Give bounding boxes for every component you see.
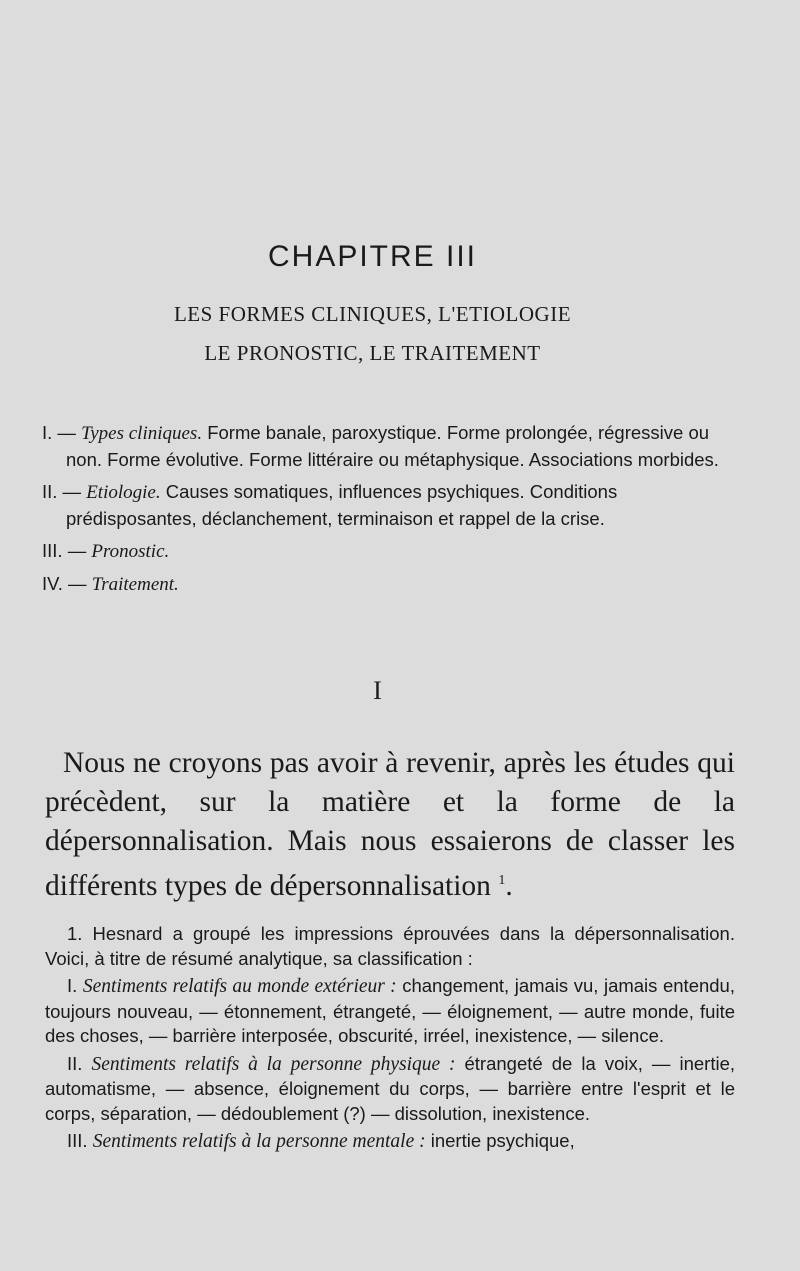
footnote-item-text: changement, jamais vu, jamais entendu, toujours nouveau, — étonnement, étrangeté, — éloignement, — autre monde, fuite des choses, — barrière interposée, obscurité, irréel, inexistence, — silence. (45, 975, 735, 1046)
summary-item (42, 538, 732, 565)
footnote (45, 922, 735, 1158)
footnote-reference: 1 (498, 873, 506, 888)
summary-topic: Types cliniques. (81, 423, 203, 444)
footnote-item-label: Sentiments relatifs à la personne mentale : (92, 1131, 426, 1152)
footnote-item-text: inertie psychique, (425, 1130, 575, 1151)
footnote-item-number: III. (67, 1130, 93, 1151)
body-text: Nous ne croyons pas avoir à revenir, après les études qui précèdent, sur la matière et la forme de la dépersonnalisation. Mais nous essaierons de classer les différents types de dépersonnalisation (45, 747, 735, 902)
chapter-summary (42, 420, 732, 604)
summary-text: Forme banale, paroxystique. Forme prolongée, régressive ou non. Forme évolutive. Forme littéraire ou métaphysique. Associations morbides. (66, 422, 719, 470)
summary-number: III. — (42, 540, 92, 561)
summary-number: IV. — (42, 573, 92, 594)
summary-item (42, 571, 732, 598)
footnote-item-text: étrangeté de la voix, — inertie, automatisme, — absence, éloignement du corps, — barrière entre l'esprit et le corps, séparation, — dédoublement (?) — dissolution, inexistence. (45, 1052, 735, 1124)
chapter-heading: CHAPITRE III (267, 240, 478, 273)
footnote-item (45, 974, 735, 1049)
footnote-item (45, 1052, 735, 1127)
summary-topic: Pronostic. (91, 541, 170, 562)
footnote-intro: 1. Hesnard a groupé les impressions éprouvées dans la dépersonnalisation. Voici, à titre de résumé analytique, sa classification : (45, 923, 735, 969)
body-paragraph (45, 744, 735, 906)
summary-number: II. — (42, 481, 87, 502)
footnote-item (45, 1129, 735, 1155)
summary-item (42, 479, 732, 532)
body-text-end: . (505, 869, 513, 902)
chapter-title-line-2: LE PRONOSTIC, LE TRAITEMENT (204, 341, 541, 365)
footnote-item-label: Sentiments relatifs à la personne physique : (91, 1053, 456, 1075)
summary-topic: Traitement. (91, 574, 179, 595)
summary-number: I. — (42, 422, 82, 443)
section-numeral: I (373, 676, 382, 705)
summary-item (42, 420, 732, 473)
chapter-title-line-1: LES FORMES CLINIQUES, L'ETIOLOGIE (173, 302, 572, 326)
footnote-item-number: I. (67, 975, 83, 996)
footnote-item-label: Sentiments relatifs au monde extérieur : (82, 976, 397, 997)
summary-text: Causes somatiques, influences psychiques. Conditions prédisposantes, déclanchement, terminaison et rappel de la crise. (66, 481, 618, 529)
footnote-item-number: II. (67, 1052, 92, 1074)
summary-topic: Etiologie. (86, 482, 161, 503)
